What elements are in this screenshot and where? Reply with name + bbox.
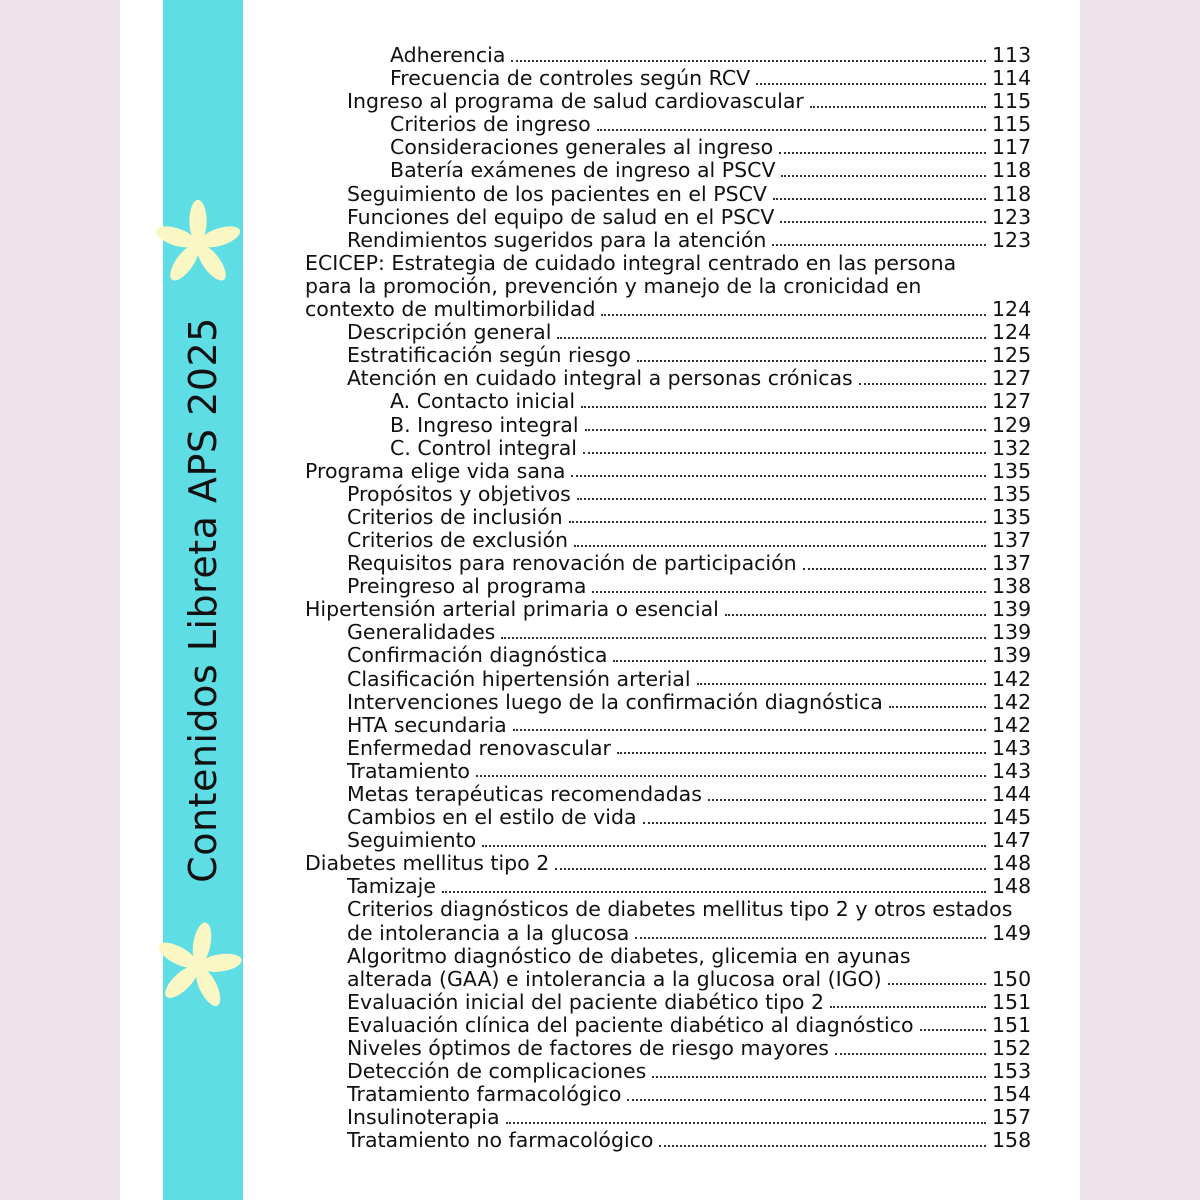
toc-entry-line [300,945,1026,968]
toc-entry-label: Batería exámenes de ingreso al PSCV [390,158,776,183]
toc-page-number: 144 [992,782,1032,806]
dot-leader [635,937,986,939]
dot-leader [571,475,986,477]
dot-leader [781,175,986,177]
toc-entry-label: A. Contacto inicial [390,389,576,414]
dot-leader [574,545,986,547]
toc-entry[interactable] [300,920,1032,945]
toc-entry[interactable] [300,828,1032,853]
toc-entry[interactable] [300,204,1032,229]
toc-entry-label: ECICEP: Estrategia de cuidado integral centrado en las persona [305,250,957,275]
dot-leader [637,360,986,362]
toc-page-number: 143 [992,758,1032,783]
flower-icon [150,196,246,292]
toc-entry[interactable] [300,666,1032,691]
dot-leader [581,406,986,408]
dot-leader [627,1099,986,1101]
toc-entry[interactable] [300,1059,1032,1084]
toc-entry-label: Tratamiento [347,758,470,783]
dot-leader [830,1006,986,1008]
toc-page-number: 117 [992,135,1032,160]
toc-entry[interactable] [300,227,1032,252]
toc-entry[interactable] [300,112,1032,137]
toc-entry-label: Cambios en el estilo de vida [347,805,637,830]
toc-entry-label: Niveles óptimos de factores de riesgo mayores [347,1036,829,1061]
toc-entry-label: Enfermedad renovascular [347,735,611,760]
dot-leader [613,660,986,662]
toc-entry[interactable] [300,366,1032,391]
toc-page-number: 123 [992,204,1032,229]
toc-entry[interactable] [300,297,1032,322]
toc-entry-label: Rendimientos sugeridos para la atención [347,227,767,252]
toc-page-number: 115 [992,89,1032,114]
toc-page-number: 118 [992,158,1032,183]
dot-leader [859,383,986,385]
dot-leader [779,152,986,154]
toc-page-number: 142 [992,712,1032,737]
toc-page-number: 113 [992,43,1032,67]
toc-entry-label: Evaluación inicial del paciente diabético tipo 2 [347,989,824,1014]
toc-entry-label: Evaluación clínica del paciente diabético al diagnóstico [347,1012,914,1037]
dot-leader [476,775,986,777]
dot-leader [803,568,986,570]
toc-page-number: 125 [992,343,1032,368]
toc-entry[interactable] [300,712,1032,737]
dot-leader [835,1053,986,1055]
toc-entry[interactable] [300,135,1032,160]
toc-entry-label: HTA secundaria [347,712,507,737]
toc-page-number: 143 [992,735,1032,760]
toc-entry[interactable] [300,43,1032,67]
dot-leader [569,521,986,523]
toc-page-number: 148 [992,874,1032,899]
dot-leader [583,452,986,454]
toc-page-number: 118 [992,181,1032,206]
sidebar-title: Contenidos Libreta APS 2025 [181,317,225,883]
toc-entry[interactable] [300,1105,1032,1130]
dot-leader [889,706,986,708]
toc-entry-label: Criterios diagnósticos de diabetes mellitus tipo 2 y otros estados [347,897,1013,922]
toc-entry-label: Estratificación según riesgo [347,343,631,368]
toc-entry-label: Seguimiento de los pacientes en el PSCV [347,181,767,206]
toc-page-number: 114 [992,66,1032,91]
toc-page-number: 137 [992,527,1032,552]
dot-leader [442,891,986,893]
toc-entry-label: B. Ingreso integral [390,412,579,437]
toc-page-number: 150 [992,966,1032,991]
toc-entry-label: Detección de complicaciones [347,1059,647,1084]
toc-entry[interactable] [300,966,1032,991]
toc-entry-label: Tratamiento no farmacológico [347,1128,654,1153]
toc-entry-label: Programa elige vida sana [305,458,566,483]
dot-leader [501,637,986,639]
toc-entry[interactable] [300,597,1032,622]
dot-leader [888,983,986,985]
toc-entry[interactable] [300,620,1032,645]
toc-page-number: 147 [992,828,1032,853]
dot-leader [643,822,986,824]
toc-entry-label: Propósitos y objetivos [347,481,571,506]
toc-entry-label: Criterios de inclusión [347,504,563,529]
toc-page-number: 127 [992,366,1032,391]
dot-leader [555,868,986,870]
toc-entry-label: Requisitos para renovación de participación [347,551,797,576]
table-of-contents [300,43,1032,1153]
dot-leader [617,752,986,754]
toc-entry-label: para la promoción, prevención y manejo de la cronicidad en [305,273,922,298]
toc-entry-label: Adherencia [390,43,506,67]
dot-leader [780,221,986,223]
toc-page-number: 132 [992,435,1032,460]
toc-entry[interactable] [300,735,1032,760]
toc-page-number: 129 [992,412,1032,437]
toc-entry-label: Preingreso al programa [347,574,587,599]
toc-entry[interactable] [300,851,1032,876]
toc-entry-label: Criterios de ingreso [390,112,591,137]
toc-entry[interactable] [300,481,1032,506]
toc-entry-label: Descripción general [347,320,552,345]
dot-leader [597,129,986,131]
toc-page-number: 124 [992,297,1032,322]
toc-entry[interactable] [300,66,1032,91]
toc-entry[interactable] [300,1082,1032,1107]
toc-entry[interactable] [300,389,1032,414]
toc-page-number: 139 [992,597,1032,622]
dot-leader [773,198,986,200]
toc-entry-label: Algoritmo diagnóstico de diabetes, glicemia en ayunas [347,943,911,968]
dot-leader [708,799,986,801]
toc-entry-label: Atención en cuidado integral a personas crónicas [347,366,853,391]
toc-entry-label: Diabetes mellitus tipo 2 [305,851,550,876]
toc-entry[interactable] [300,504,1032,529]
toc-entry[interactable] [300,989,1032,1014]
dot-leader [810,106,986,108]
toc-page-number: 151 [992,1012,1032,1037]
toc-entry-label: Intervenciones luego de la confirmación diagnóstica [347,689,883,714]
toc-entry-label: Confirmación diagnóstica [347,643,608,668]
toc-entry[interactable] [300,874,1032,899]
dot-leader [557,337,986,339]
toc-page-number: 152 [992,1036,1032,1061]
toc-entry-label: Tratamiento farmacológico [347,1082,622,1107]
dot-leader [920,1029,986,1031]
toc-page-number: 149 [992,920,1032,945]
toc-entry-label: Generalidades [347,620,496,645]
toc-entry[interactable] [300,758,1032,783]
dot-leader [601,314,986,316]
toc-entry-label: Clasificación hipertensión arterial [347,666,691,691]
dot-leader [506,1122,986,1124]
toc-page-number: 153 [992,1059,1032,1084]
toc-page-number: 137 [992,551,1032,576]
toc-entry[interactable] [300,458,1032,483]
toc-entry-label: Funciones del equipo de salud en el PSCV [347,204,775,229]
toc-page-number: 135 [992,481,1032,506]
toc-page-number: 151 [992,989,1032,1014]
dot-leader [772,244,986,246]
toc-entry-label: Insulinoterapia [347,1105,500,1130]
toc-page-number: 123 [992,227,1032,252]
toc-entry-label: Ingreso al programa de salud cardiovascular [347,89,804,114]
toc-page-number: 154 [992,1082,1032,1107]
dot-leader [513,729,986,731]
toc-page-number: 138 [992,574,1032,599]
toc-entry-label: Frecuencia de controles según RCV [390,66,751,91]
toc-entry[interactable] [300,551,1032,576]
dot-leader [511,60,986,62]
toc-entry[interactable] [300,158,1032,183]
toc-entry[interactable] [300,782,1032,806]
dot-leader [697,683,986,685]
toc-entry[interactable] [300,1036,1032,1061]
toc-page-number: 142 [992,666,1032,691]
toc-entry-line [300,898,1026,921]
toc-entry[interactable] [300,574,1032,599]
toc-entry-line [300,275,1026,298]
toc-entry-label: Metas terapéuticas recomendadas [347,782,702,806]
toc-entry-label: Consideraciones generales al ingreso [390,135,774,160]
toc-entry[interactable] [300,435,1032,460]
dot-leader [482,845,986,847]
toc-entry[interactable] [300,1128,1032,1153]
dot-leader [659,1145,986,1147]
toc-entry[interactable] [300,181,1032,206]
dot-leader [725,614,986,616]
toc-page-number: 139 [992,620,1032,645]
toc-entry-label: contexto de multimorbilidad [305,297,596,322]
toc-page-number: 142 [992,689,1032,714]
toc-page-number: 115 [992,112,1032,137]
dot-leader [592,591,986,593]
toc-entry[interactable] [300,412,1032,437]
toc-entry-label: Tamizaje [347,874,436,899]
toc-page-number: 127 [992,389,1032,414]
toc-page-number: 135 [992,504,1032,529]
toc-page-number: 158 [992,1128,1032,1153]
dot-leader [652,1076,986,1078]
toc-entry-label: Criterios de exclusión [347,527,568,552]
toc-entry-line [300,252,1026,275]
toc-entry[interactable] [300,689,1032,714]
toc-entry[interactable] [300,527,1032,552]
toc-entry-label: Hipertensión arterial primaria o esencial [305,597,719,622]
toc-page-number: 139 [992,643,1032,668]
toc-entry[interactable] [300,805,1032,830]
toc-entry-label: C. Control integral [390,435,578,460]
toc-page-number: 145 [992,805,1032,830]
dot-leader [585,429,986,431]
flower-icon [150,918,246,1014]
toc-entry-label: Seguimiento [347,828,477,853]
toc-page-number: 157 [992,1105,1032,1130]
toc-entry[interactable] [300,89,1032,114]
toc-entry-label: de intolerancia a la glucosa [347,920,630,945]
toc-entry[interactable] [300,643,1032,668]
toc-entry[interactable] [300,320,1032,345]
toc-page-number: 135 [992,458,1032,483]
toc-entry[interactable] [300,1012,1032,1037]
dot-leader [756,83,986,85]
toc-page-number: 124 [992,320,1032,345]
toc-entry[interactable] [300,343,1032,368]
toc-page-number: 148 [992,851,1032,876]
dot-leader [577,498,986,500]
toc-entry-label: alterada (GAA) e intolerancia a la glucosa oral (IGO) [347,966,882,991]
